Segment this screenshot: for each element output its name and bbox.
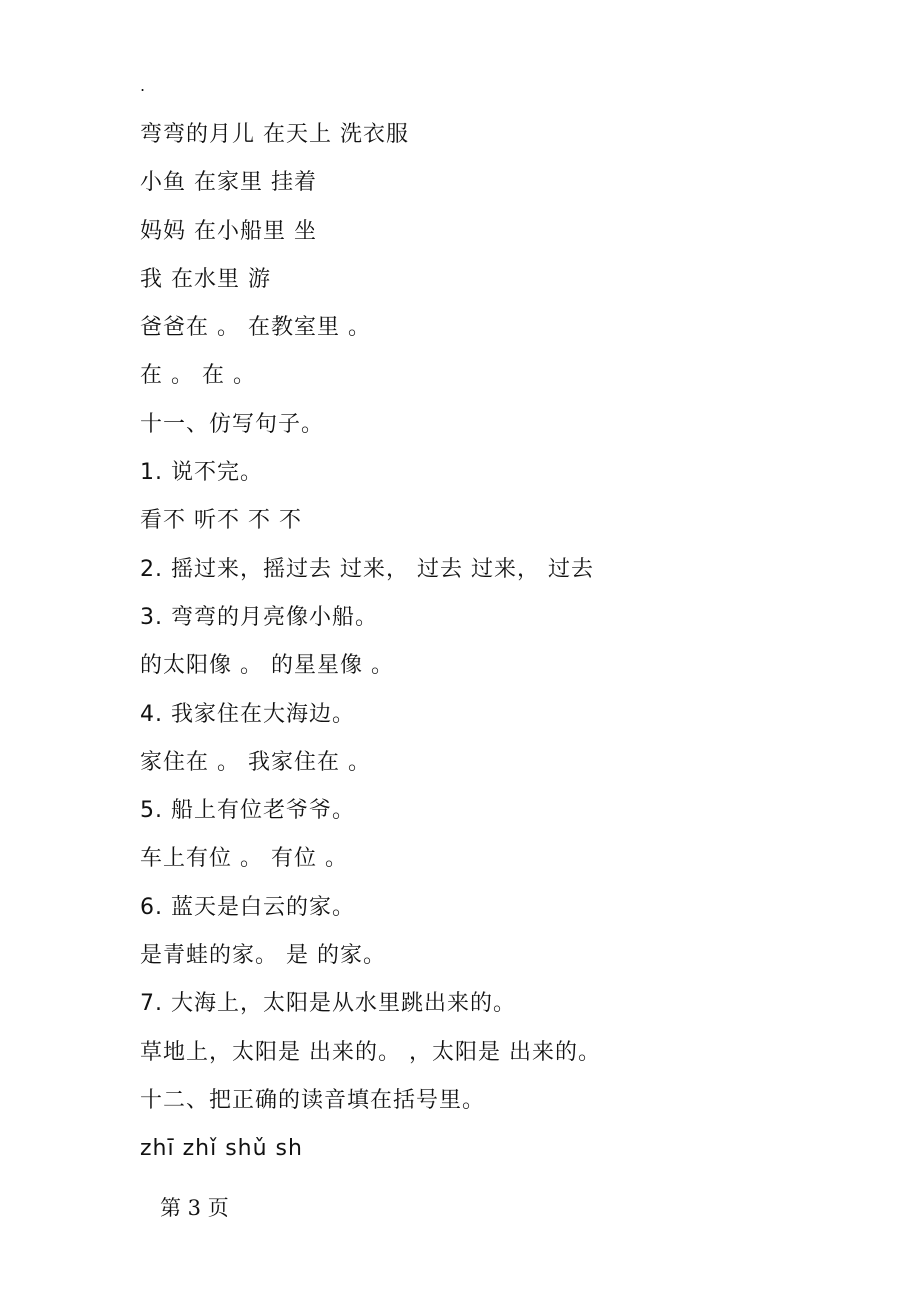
exercise-6: 6. 蓝天是白云的家。 <box>140 894 355 920</box>
exercise-7: 7. 大海上，太阳是从水里跳出来的。 <box>140 991 516 1017</box>
pinyin-line: zhī zhǐ shǔ sh <box>140 1136 303 1162</box>
text-line: 家住在 。 我家住在 。 <box>140 749 371 775</box>
text-line: 妈妈 在小船里 坐 <box>140 218 317 244</box>
exercise-5: 5. 船上有位老爷爷。 <box>140 798 355 824</box>
text-line: 看不 听不 不 不 <box>140 508 302 534</box>
exercise-4: 4. 我家住在大海边。 <box>140 701 355 727</box>
text-line: 车上有位 。 有位 。 <box>140 846 348 872</box>
text-line: 弯弯的月儿 在天上 洗衣服 <box>140 122 409 147</box>
header-dot: . <box>140 76 146 95</box>
text-line: 在 。 在 。 <box>140 363 256 389</box>
section-heading-12: 十二、把正确的读音填在括号里。 <box>140 1087 486 1113</box>
page-number: 第 3 页 <box>160 1196 229 1220</box>
text-lines <box>140 118 880 1181</box>
exercise-3: 3. 弯弯的月亮像小船。 <box>140 604 378 630</box>
text-line: 小鱼 在家里 挂着 <box>140 170 317 196</box>
text-line: 的太阳像 。 的星星像 。 <box>140 653 394 679</box>
text-line: 爸爸在 。 在教室里 。 <box>140 315 371 341</box>
section-heading-11: 十一、仿写句子。 <box>140 411 325 437</box>
text-line: 我 在水里 游 <box>140 266 271 292</box>
exercise-1: 1. 说不完。 <box>140 460 263 486</box>
exercise-2: 2. 摇过来，摇过去 过来， 过去 过来， 过去 <box>140 556 594 582</box>
text-line: 草地上，太阳是 出来的。 ，太阳是 出来的。 <box>140 1039 601 1065</box>
text-line: 是青蛙的家。 是 的家。 <box>140 943 386 969</box>
